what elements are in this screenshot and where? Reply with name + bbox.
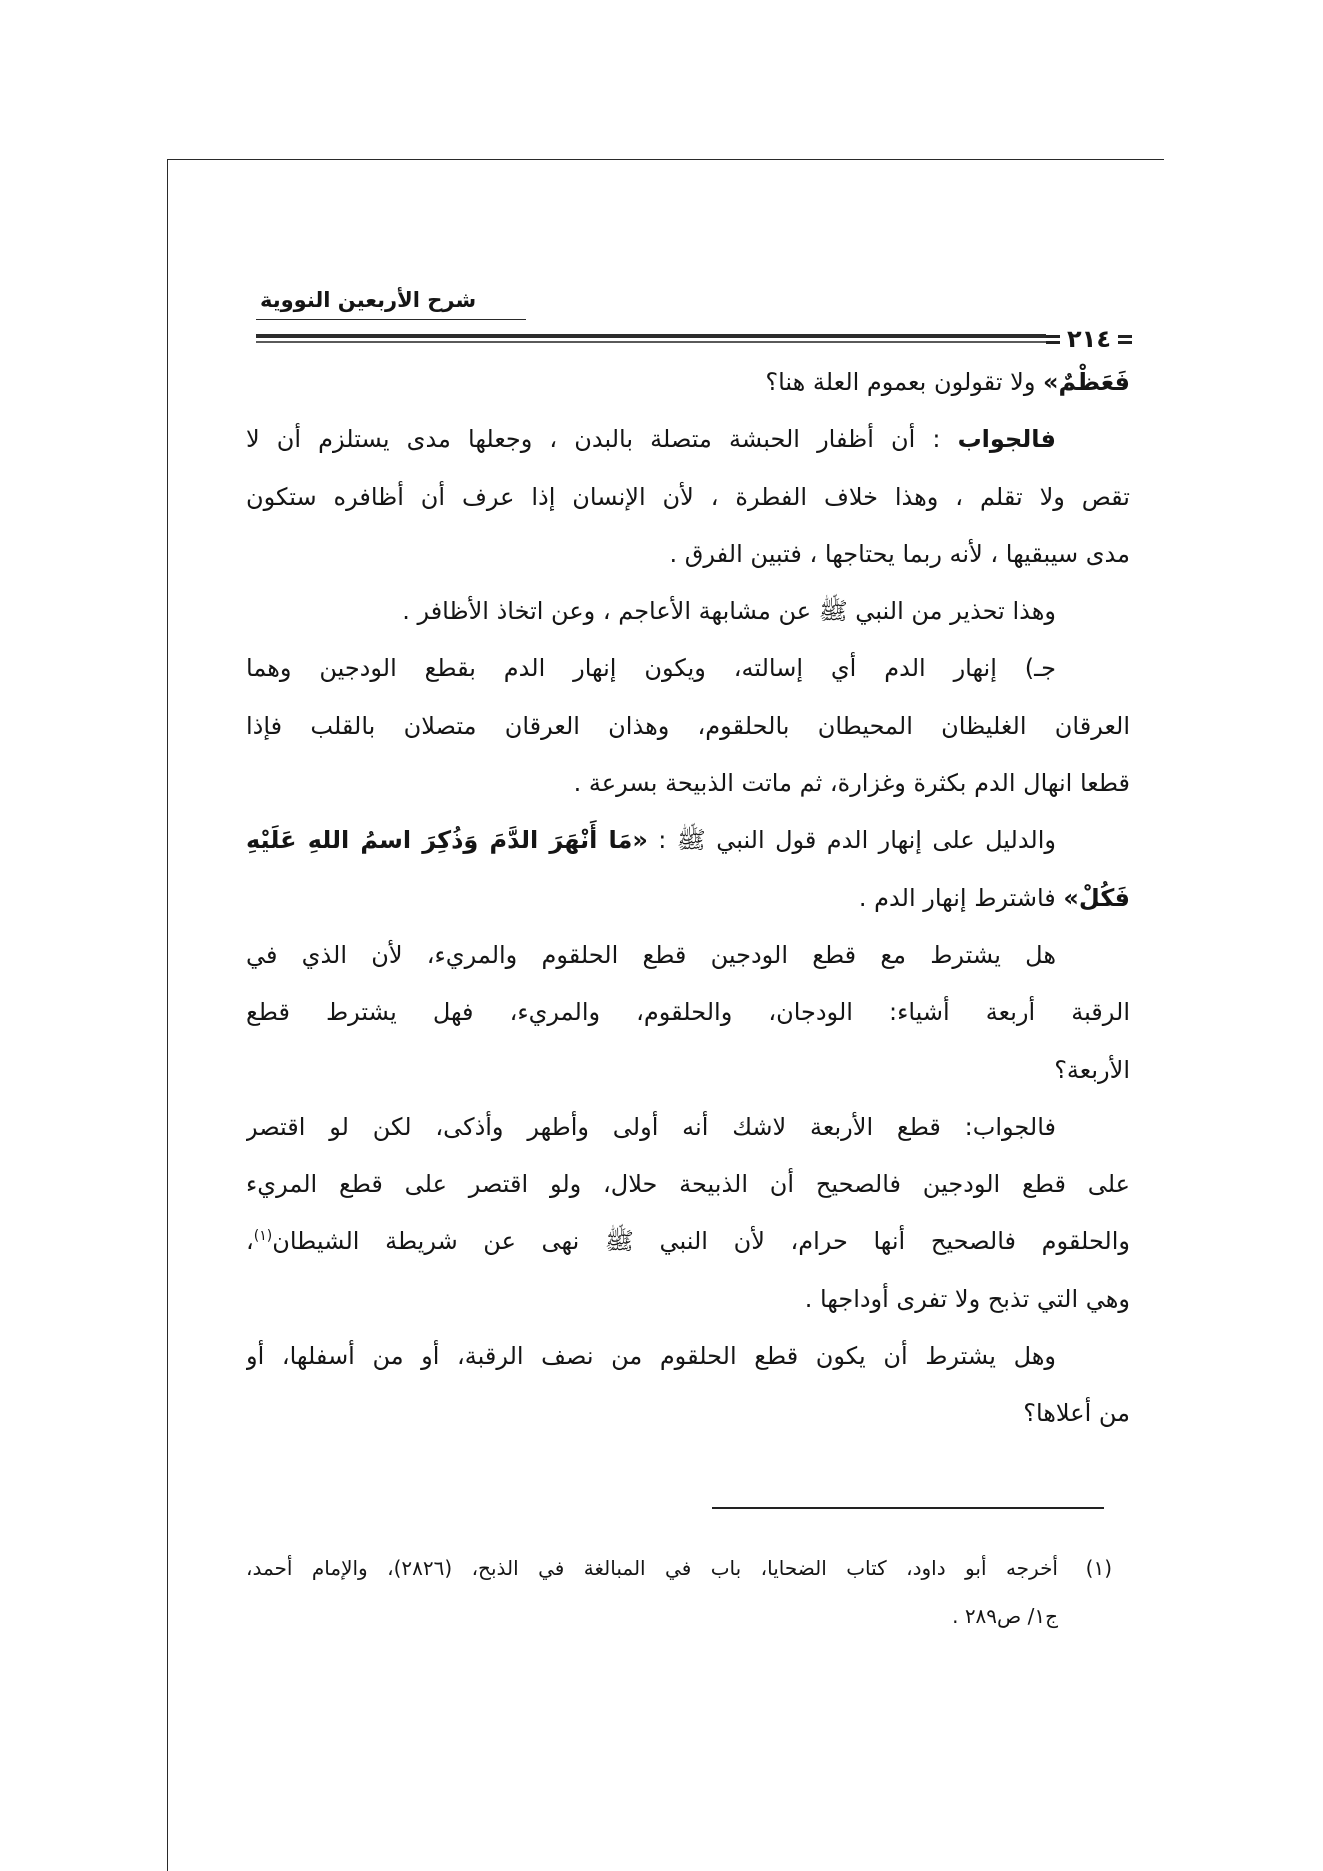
line-text: ، — [246, 1227, 254, 1256]
footnote-line: ج١/ ص٢٨٩ . — [952, 1604, 1058, 1628]
text-line — [246, 354, 1130, 411]
line-text: الأربعة؟ — [1054, 1055, 1130, 1084]
footnote-marker: (١) — [1085, 1556, 1112, 1580]
line-text: والحلقوم فالصحيح أنها حرام، لأن النبي ﷺ نهى عن شريطة الشيطان — [272, 1227, 1130, 1256]
line-text: وهل يشترط أن يكون قطع الحلقوم من نصف الرقبة، أو من أسفلها، أو — [246, 1342, 1056, 1371]
text-line — [246, 411, 1130, 468]
line-text: : أن أظفار الحبشة متصلة بالبدن ، وجعلها مدى يستلزم أن لا — [246, 425, 958, 454]
body-text — [246, 354, 1130, 1443]
line-text: مدى سيبقيها ، لأنه ربما يحتاجها ، فتبين الفرق . — [669, 539, 1130, 568]
line-text: العرقان الغليظان المحيطان بالحلقوم، وهذان العرقان متصلان بالقلب فإذا — [246, 711, 1130, 740]
page-number-ornament-left — [1046, 335, 1060, 344]
text-line — [246, 1385, 1130, 1442]
text-line — [246, 640, 1130, 697]
text-line — [246, 469, 1130, 526]
footnote-separator — [712, 1507, 1104, 1509]
page-number: ٢١٤ — [1067, 325, 1111, 353]
text-line — [246, 927, 1130, 984]
line-text: من أعلاها؟ — [1023, 1399, 1130, 1428]
line-text: وهي التي تذبح ولا تفرى أوداجها . — [804, 1284, 1130, 1313]
line-text: فالجواب: قطع الأربعة لاشك أنه أولى وأطهر وأذكى، لكن لو اقتصر — [246, 1112, 1056, 1141]
line-text: الرقبة أربعة أشياء: الودجان، والحلقوم، والمريء، فهل يشترط قطع — [246, 998, 1130, 1027]
answer-label: فالجواب — [957, 425, 1056, 454]
hadith-text: «مَا أَنْهَرَ الدَّمَ وَذُكِرَ اسمُ اللهِ عَلَيْهِ — [246, 826, 648, 855]
page-frame-top-border — [167, 159, 1164, 160]
text-line — [246, 984, 1130, 1041]
footnote — [246, 1544, 1112, 1644]
text-line — [246, 1328, 1130, 1385]
text-line — [246, 755, 1130, 812]
hadith-text: فَكُلْ» — [1063, 883, 1130, 912]
text-line — [246, 698, 1130, 755]
text-line — [246, 1213, 1130, 1270]
footnote-line: أخرجه أبو داود، كتاب الضحايا، باب في المبالغة في الذبح، (٢٨٢٦)، والإمام أحمد، — [246, 1556, 1058, 1580]
text-line — [246, 812, 1130, 869]
line-text: والدليل على إنهار الدم قول النبي ﷺ : — [647, 826, 1056, 855]
line-text: تقص ولا تقلم ، وهذا خلاف الفطرة ، لأن الإنسان إذا عرف أن أظافره ستكون — [246, 482, 1130, 511]
footnote-reference: (١) — [253, 1228, 273, 1245]
text-line — [246, 1271, 1130, 1328]
line-text: قطعا انهال الدم بكثرة وغزارة، ثم ماتت الذبيحة بسرعة . — [573, 769, 1130, 798]
line-text: ولا تقولون بعموم العلة هنا؟ — [765, 368, 1044, 396]
line-text: هل يشترط مع قطع الودجين قطع الحلقوم والمريء، لأن الذي في — [246, 940, 1056, 969]
line-text: على قطع الودجين فالصحيح أن الذبيحة حلال، ولو اقتصر على قطع المريء — [246, 1170, 1130, 1199]
line-text: فاشترط إنهار الدم . — [858, 883, 1064, 912]
text-line — [246, 583, 1130, 640]
running-title: شرح الأربعين النووية — [256, 282, 526, 320]
page-number-ornament-right — [1118, 335, 1132, 344]
text-line — [246, 870, 1130, 927]
page-frame-left-border — [167, 159, 168, 1871]
text-line — [246, 1042, 1130, 1099]
text-line — [246, 1156, 1130, 1213]
line-text: جـ) إنهار الدم أي إسالته، ويكون إنهار الدم بقطع الودجين وهما — [246, 654, 1056, 683]
quote-text: فَعَظْمٌ» — [1043, 368, 1130, 396]
text-line — [246, 526, 1130, 583]
text-line — [246, 1099, 1130, 1156]
line-text: وهذا تحذير من النبي ﷺ عن مشابهة الأعاجم ، وعن اتخاذ الأظافر . — [402, 597, 1056, 626]
header-rule — [256, 334, 1046, 343]
